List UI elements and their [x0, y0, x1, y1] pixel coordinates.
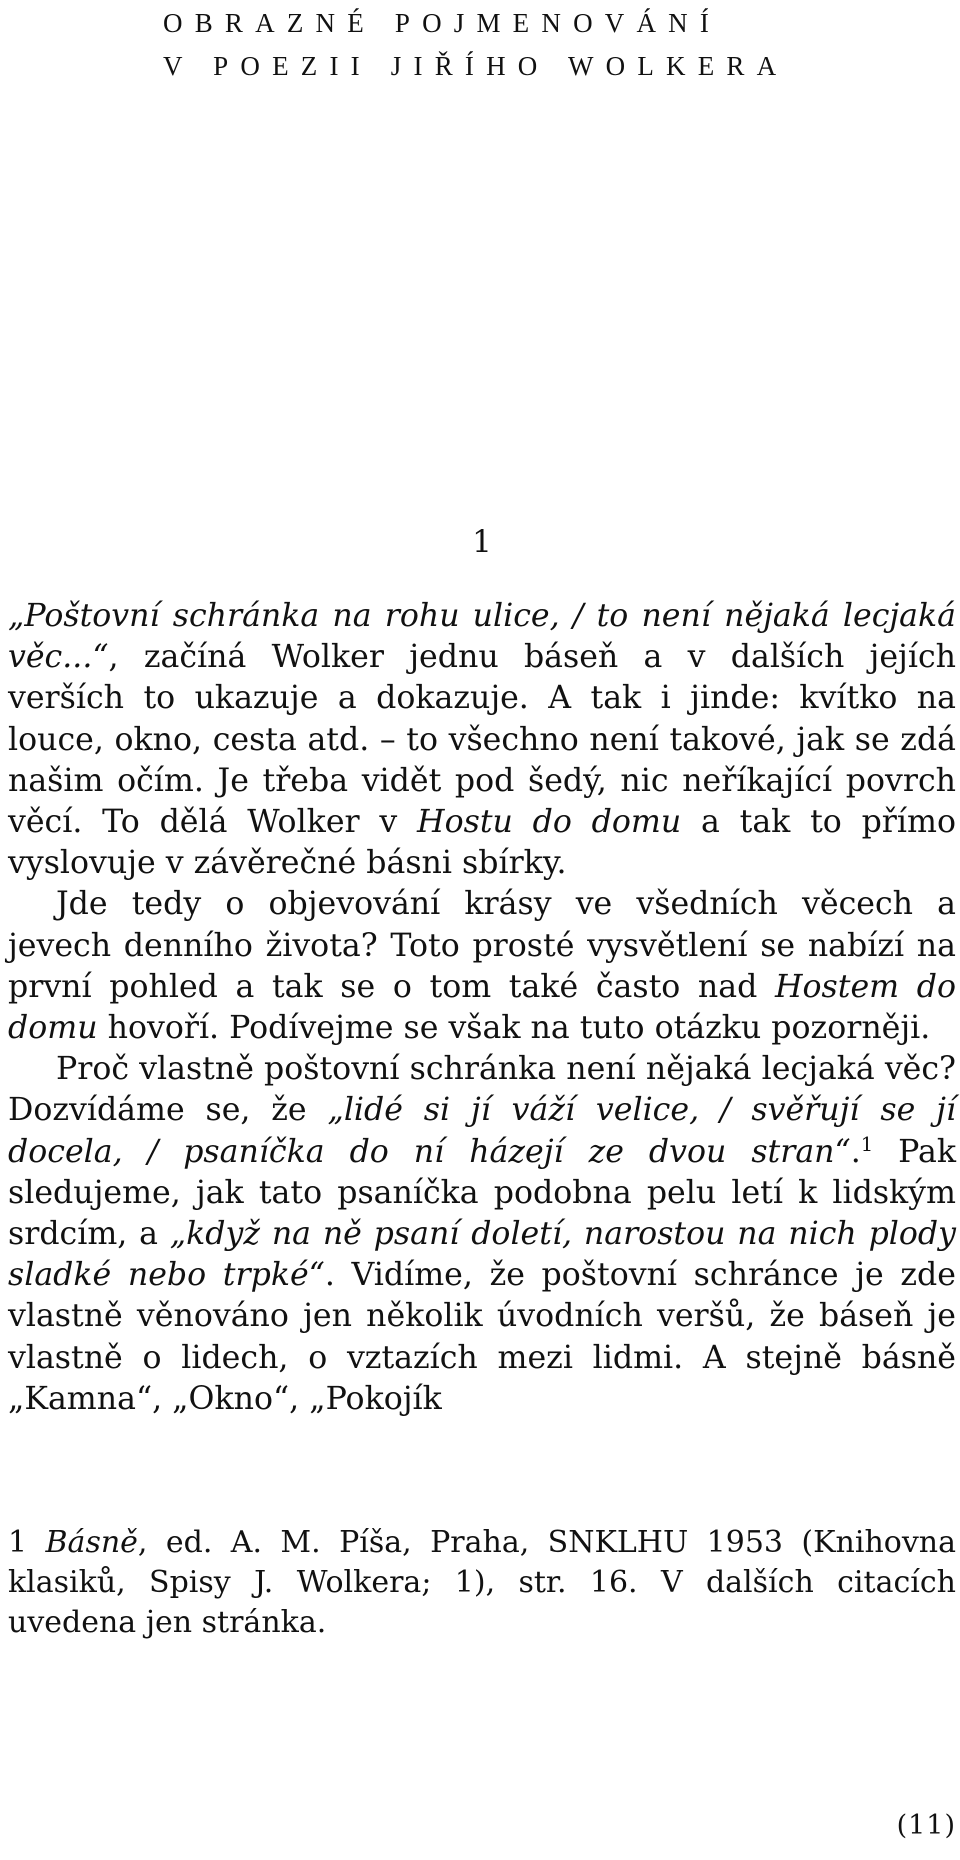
text-run: . Vidíme, že poštovní schránce je zde vlastně věnováno jen několik úvodních veršů, že báseň je vlastně o lidech, o vztazích mezi lidmi. A stejně básně „Kamna“, „Okno“, „Pokojík [8, 1257, 956, 1417]
text-run: Jde tedy o objevování krásy ve všedních věcech a jevech denního života? Toto prosté vysvětlení se nabízí na první pohled a tak se o tom také často nad [8, 886, 956, 1005]
text-run: hovoří. Podívejme se však na tuto otázku pozorněji. [97, 1010, 931, 1047]
chapter-title-line-1: OBRAZNÉ POJMENOVÁNÍ [163, 8, 722, 38]
footnote [8, 1523, 956, 1643]
text-run: , začíná Wolker jednu báseň a v dalších jejích verších to ukazuje a dokazuje. A tak i jinde: kvítko na louce, okno, cesta atd. – to všechno není takové, jak se zdá našim očím. Je třeba vidět pod šedý, nic neříkající povrch věcí. To dělá Wolker v [8, 639, 956, 841]
chapter-title [8, 0, 956, 88]
body-text [8, 596, 956, 1420]
footnote-marker: 1 [860, 1132, 874, 1156]
italic-text: Hostem do domu [8, 968, 956, 1047]
text-run: Proč vlastně poštovní schránka není nějaká lecjaká věc? Dozvídáme se, že [8, 1051, 956, 1129]
text-run: a tak to přímo vyslovuje v závěrečné básni sbírky. [8, 804, 956, 882]
paragraph [8, 596, 956, 884]
text-run: , ed. A. M. Píša, Praha, SNKLHU 1953 (Knihovna klasiků, Spisy J. Wolkera; 1), str. 16. V dalších citacích uvedena jen stránka. [8, 1525, 956, 1640]
italic-text: Hostu do domu [417, 804, 682, 841]
document-page [8, 0, 956, 1860]
footnote-text [8, 1523, 956, 1643]
paragraph [8, 1049, 956, 1420]
text-run: Pak sledujeme, jak tato psaníčka podobna pelu letí k lidským srdcím, a [8, 1133, 956, 1253]
italic-text: „Poštovní schránka na rohu ulice, / to není nějaká lecjaká věc...“ [8, 598, 956, 676]
footnote-number: 1 [8, 1525, 28, 1560]
paragraph [8, 884, 956, 1049]
page-number: (11) [896, 1810, 956, 1841]
text-run: . [850, 1133, 861, 1170]
chapter-title-line-2: V POEZII JIŘÍHO WOLKERA [163, 51, 789, 81]
italic-text: „lidé si jí váží velice, / svěřují se jí docela, / psaníčka do ní házejí ze dvou stran“ [8, 1092, 956, 1170]
italic-text: „když na ně psaní doletí, narostou na nich plody sladké nebo trpké“ [8, 1216, 956, 1294]
section-number: 1 [472, 524, 492, 560]
italic-text: Básně [45, 1525, 138, 1560]
